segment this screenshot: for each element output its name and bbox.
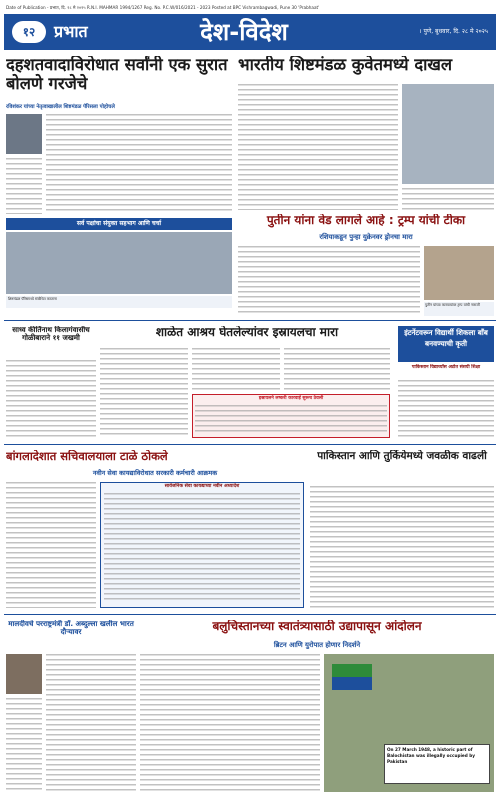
maldives-body-text	[46, 654, 136, 792]
terror-photo-label: सर्व पक्षांचा संयुक्त सहभाग आणि चर्चा	[6, 218, 232, 230]
maldives-body-text-lower	[6, 698, 42, 792]
putin-subhead: रशियाकडून पुन्हा युक्रेनवर ड्रोनचा मारा	[319, 233, 413, 241]
maldives-headline: मालदीवचे परराष्ट्रमंत्री डॉ. अब्दुल्ला खलील भारत दौऱ्यावर	[8, 620, 134, 637]
putin-trump-photo	[424, 246, 494, 300]
maldives-minister-photo	[6, 654, 42, 694]
terror-body-text-lower	[6, 158, 42, 214]
baluch-banner-text: On 27 March 1948, a historic part of Balochistan was illegally occupied by Pakistan	[387, 747, 475, 764]
masthead	[4, 14, 496, 50]
terror-headline: दहशतवादाविरोधात सर्वांनी एक सुरात बोलणे गरजेचे	[6, 56, 228, 93]
pakturkey-body-text	[310, 486, 494, 608]
terror-group-photo	[6, 232, 232, 294]
baluch-flag	[332, 664, 372, 690]
baluch-protest-photo	[324, 654, 494, 792]
kuwait-delegation-photo	[402, 84, 494, 184]
page-number: १२	[12, 21, 46, 43]
israel-box-text	[195, 405, 387, 435]
intern-subhead: पाकिस्तान विद्यार्थ्यांस अटोत संशयी शिक्षा	[411, 365, 481, 370]
intern-headline: इंटर्नेटवरून विद्यार्थी शिकला बॉंब बनवण्याची कृती	[398, 326, 494, 362]
bangladesh-subhead: नवीन सेवा कायद्याविरोधात सरकारी कर्मचारी आक्रमक	[92, 469, 218, 477]
israel-body-text	[100, 348, 188, 438]
israel-headline: शाळेत आश्रय घेतलेल्यांवर इस्रायलचा मारा	[155, 326, 339, 339]
putin-photo-caption: पुतीन यांच्या कारवायांवर ट्रम्प यांची नाराजी	[424, 302, 494, 316]
israel-box-label: इस्रायलने लष्करी कारवाई सुरूच ठेवली	[258, 396, 324, 401]
divider-3	[4, 614, 496, 615]
publication-meta: Date of Publication - प्रभात, दि. २८ मे २०२५ R.N.I. MAHMAR 1994/1267 Reg. No. P.C.W/016/2021 - 2023 Posted at BPC Vishrambagwadi, Pune 30 'Prabhaat'	[6, 5, 320, 10]
bangladesh-info-box	[100, 482, 304, 608]
divider-1	[4, 320, 496, 321]
baluch-body-text	[140, 654, 320, 792]
bangladesh-headline: बांगलादेशात सचिवालयाला टाळे ठोकले	[6, 450, 168, 463]
kuwait-body-text	[238, 84, 398, 210]
pakturkey-headline: पाकिस्तान आणि तुर्कियेमध्ये जवळीक वाढली	[317, 450, 487, 462]
baluch-headline: बलुचिस्तानच्या स्वातंत्र्यासाठी उद्यापासून आंदोलन	[212, 620, 422, 633]
baluch-banner	[384, 744, 490, 784]
putin-body-text	[238, 246, 420, 316]
terror-inset-photo	[6, 114, 42, 154]
baluch-subhead: ब्रिटन आणि युरोपात होणार निदर्शने	[273, 641, 361, 649]
bangladesh-body-text	[6, 482, 96, 608]
bangladesh-box-title: सार्वजनिक सेवा कायद्याच्या नवीन अध्यादेश	[164, 484, 240, 489]
sadhvi-body-text	[6, 360, 96, 438]
intern-body-text	[398, 380, 494, 438]
israel-body-text-2	[192, 348, 280, 392]
kuwait-body-text-lower	[402, 188, 494, 210]
dateline: । पुणे, बुधवार, दि. २८ मे २०२५	[419, 28, 488, 35]
sadhvi-headline: साध्व कीर्तिनाथ किलागंवासीच गोळीबाराने ११ जखमी	[12, 326, 90, 343]
kuwait-headline: भारतीय शिष्टमंडळ कुवेतमध्ये दाखल	[238, 56, 453, 74]
israel-highlight-box	[192, 394, 390, 438]
terror-body-text	[46, 114, 232, 214]
israel-body-text-3	[284, 348, 390, 392]
divider-2	[4, 444, 496, 445]
terror-subhead: रविशंकर यांच्या नेतृत्वाखालील शिष्टमंडळ पॅरिसला पोहोचले	[6, 104, 115, 110]
terror-photo-caption: शिष्टमंडळ पॅरिसमध्ये संबोधित करताना	[6, 296, 232, 308]
brand-logo: प्रभात	[54, 22, 88, 41]
section-title: देश-विदेश	[200, 18, 288, 46]
bangladesh-box-text	[104, 493, 300, 603]
putin-headline: पुतीन यांना वेड लागले आहे : ट्रम्प यांची टीका	[266, 214, 466, 227]
